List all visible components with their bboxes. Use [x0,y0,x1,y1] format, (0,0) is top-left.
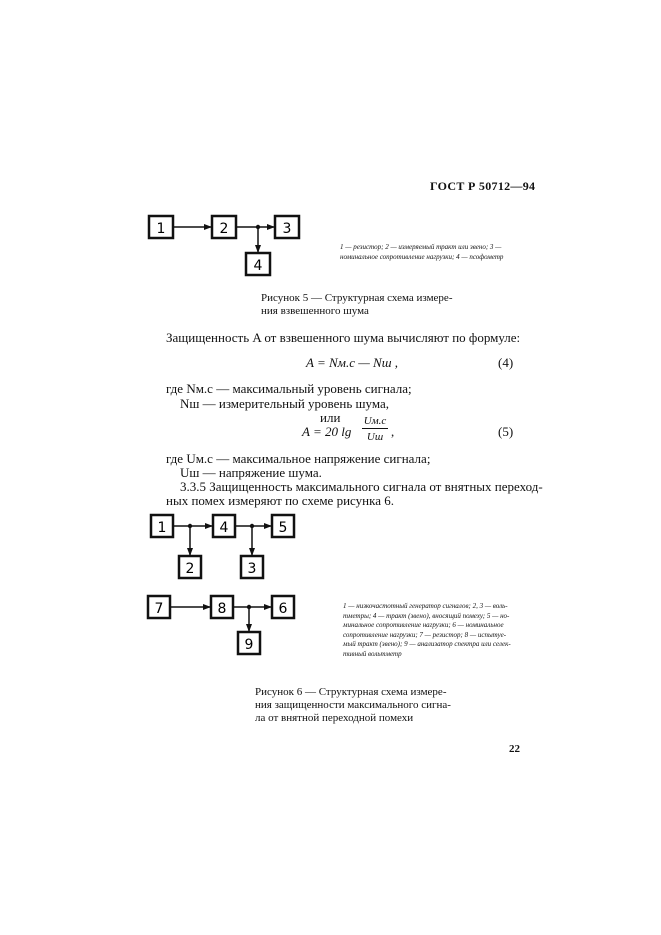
fig6-label-2: 2 [185,561,195,577]
figure5-caption-line: Рисунок 5 — Структурная схема измере- [261,292,453,304]
fig6-label-4: 4 [219,520,229,536]
figure6-caption-line: ния защищенности максимального сигна- [255,699,451,711]
where-line-4: Uш — напряжение шума. [180,465,322,480]
figure5-caption-line: ния взвешенного шума [261,305,369,317]
conjunction-ili: или [320,410,341,425]
figure6-caption-line: ла от внятной переходной помехи [255,712,414,724]
figure6-legend [343,602,511,659]
figure6-legend-line: тивный вольтметр [343,649,402,658]
figure5-legend [340,243,503,262]
where-line-2: Nш — измерительный уровень шума, [180,396,389,411]
fig5-label-3: 3 [282,221,292,237]
figure5-caption [261,292,452,318]
where-line-3: где Uм.с — максимальное напряжение сигнала; [166,451,431,466]
fig6-label-6: 6 [278,601,288,617]
document-code: ГОСТ Р 50712—94 [430,179,536,193]
paragraph-335-line-1: 3.3.5 Защищенность максимального сигнала от внятных переход- [180,479,543,494]
fig6-label-5: 5 [278,520,288,536]
where-line-1: где Nм.с — максимальный уровень сигнала; [166,381,412,396]
formula-5-lhs: A = 20 lg [302,424,352,439]
fig6-label-1: 1 [157,520,167,536]
formula-4-number: (4) [498,355,514,370]
formula-5-numerator: Uм.с [363,415,387,427]
formula-5-denominator: Uш [366,431,384,443]
figure6-caption-line: Рисунок 6 — Структурная схема измере- [255,686,447,698]
figure6-legend-line: сопротивление нагрузки; 7 — резистор; 8 — испытуе- [343,630,507,639]
formula-5-tail: , [391,424,395,439]
fig6-label-9: 9 [244,637,254,653]
fig5-label-4: 4 [253,258,263,274]
fig6-label-3: 3 [247,561,257,577]
figure6-legend-line: мый тракт (звено); 9 — анализатор спектра или селек- [343,640,511,648]
page-number: 22 [509,743,520,755]
figure6-caption [255,686,451,725]
figure6-legend-line: минальное сопротивление нагрузки; 6 — номинальное [343,621,504,629]
paragraph-formula-intro: Защищенность A от взвешенного шума вычисляют по формуле: [166,330,521,345]
figure6-legend-line: тметры; 4 — тракт (звено), вносящий помеху; 5 — но- [343,611,510,620]
formula-4: A = Nм.с — Nш , [306,355,399,370]
fig6-label-8: 8 [217,601,227,617]
formula-5-number: (5) [498,424,514,439]
paragraph-335-line-2: ных помех измеряют по схеме рисунка 6. [166,493,394,508]
figure5-legend-line: номинальное сопротивление нагрузки; 4 — псофометр [340,252,504,261]
fig6-label-7: 7 [154,601,164,617]
fig5-label-2: 2 [219,221,229,237]
figure5-legend-line: 1 — резистор; 2 — измеряемый тракт или звено; 3 — [340,243,502,251]
fig5-label-1: 1 [156,221,166,237]
figure6-legend-line: 1 — низкочастотный генератор сигналов; 2, 3 — воль- [343,602,508,610]
